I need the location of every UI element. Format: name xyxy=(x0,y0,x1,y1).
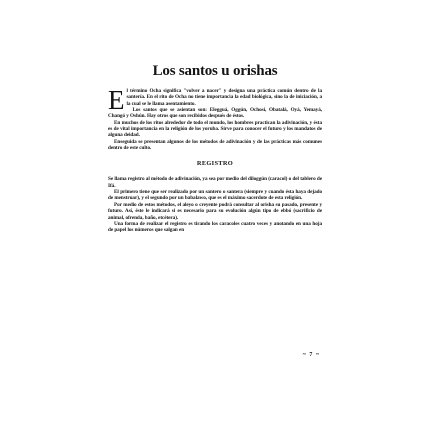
drop-cap: E xyxy=(108,85,125,115)
section-paragraph-4: Una forma de realizar el registro es tirando los caracoles cuatro veces y anotando en una hoja de papel los números que salgan en xyxy=(108,220,322,234)
intro-paragraph-1-text: l término Ocha significa "volver a nacer" y designa una práctica común dentro de la santería. En el rito de Ocha no tiene importancia la edad biológica, sino la de iniciación, a la cual se le llama asentamiento. xyxy=(126,88,322,107)
chapter-title: Los santos u orishas xyxy=(152,63,278,79)
intro-paragraph-3: En muchos de los ritos alrededor de todo el mundo, los hombres practican la adivinación, y ésta es de vital importancia en la religión de los yoruba. Sirve para conocer el futuro y los mandatos de alguna deidad. xyxy=(108,119,322,139)
page-number: ~ 7 ~ xyxy=(302,352,320,358)
intro-text xyxy=(108,85,322,152)
intro-paragraph-2: Los santos que se asientan son: Elegguá, Oggún, Ochosi, Obatalá, Oyá, Yemayá, Changó y Oshún. Hay otros que son recibidos después de éstos. xyxy=(108,107,322,120)
section-paragraph-2: El primero tiene que ser realizado por un santero o santera (siempre y cuando ésta haya dejado de menstruar), y el segundo por un babalawo, que es el máximo sacerdote de esta religión. xyxy=(108,189,322,202)
section-heading: REGISTRO xyxy=(196,160,234,168)
section-paragraph-3: Por medio de estos métodos, el aleyo o creyente podrá consultar al orisha su pasado, presente y futuro. Así, éste le indicará si es necesario para su evolución algún tipo de ebbó (sacrificio de animal, ofrenda, baño, etcétera). xyxy=(108,201,322,221)
section-paragraph-1: Se llama registro al método de adivinación, ya sea por medio del diloggún (caracol) o del tablero de Ifá. xyxy=(108,176,322,189)
section-text xyxy=(108,176,322,233)
intro-paragraph-4: Enseguida se presentan algunos de los métodos de adivinación y de las prácticas más comunes dentro de este culto. xyxy=(108,138,322,152)
